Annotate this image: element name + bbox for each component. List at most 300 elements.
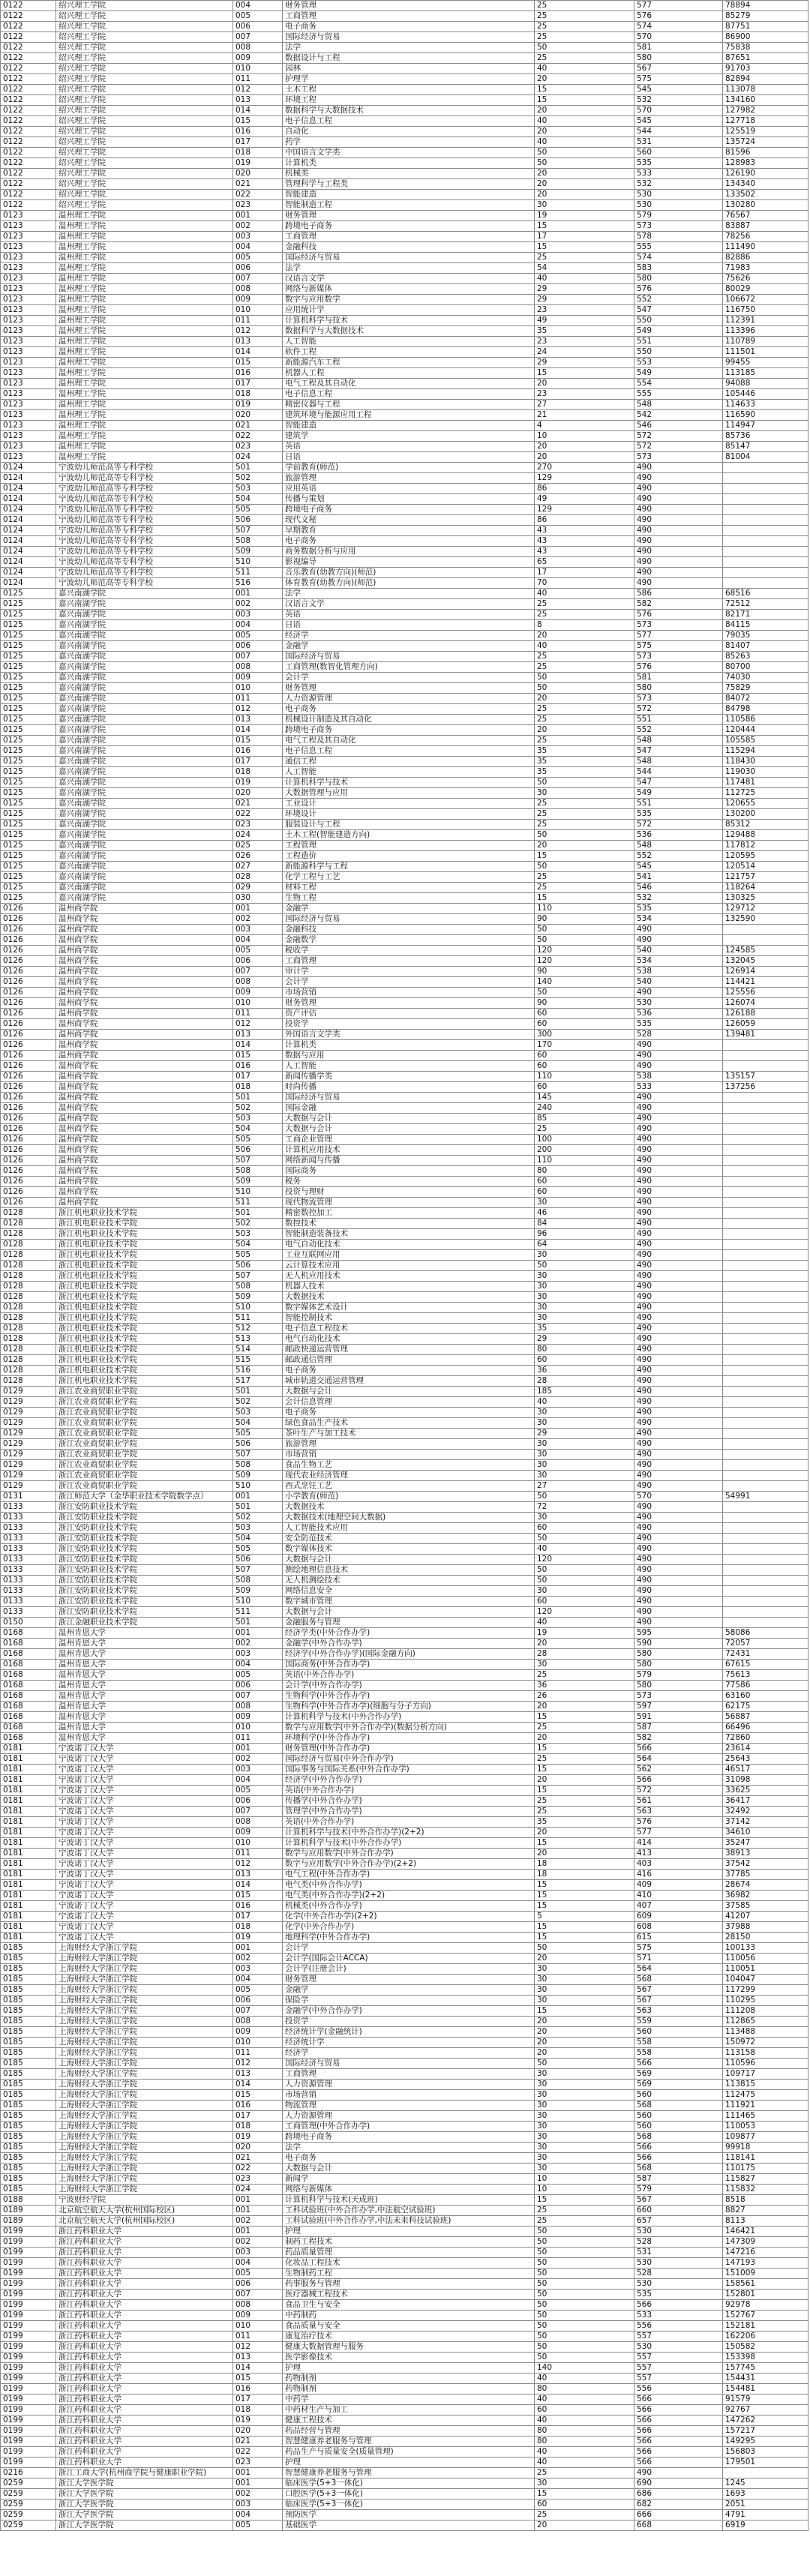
- school-code-cell: 0133: [1, 1502, 56, 1513]
- school-name-cell: 温州理工学院: [56, 400, 233, 410]
- major-name-cell: 工业设计: [283, 799, 535, 809]
- min-rank-cell: 66496: [723, 1723, 808, 1733]
- school-code-cell: 0125: [1, 757, 56, 767]
- school-name-cell: 温州商学院: [56, 1030, 233, 1040]
- major-code-cell: 011: [233, 1849, 283, 1859]
- min-rank-cell: [723, 1114, 808, 1124]
- major-code-cell: 002: [233, 2489, 283, 2500]
- school-name-cell: 绍兴理工学院: [56, 22, 233, 32]
- major-name-cell: 电气工程(中外合作办学): [283, 1870, 535, 1880]
- table-row: [1, 1187, 808, 1198]
- min-rank-cell: 91579: [723, 2395, 808, 2405]
- school-code-cell: 0259: [1, 2479, 56, 2489]
- major-name-cell: 经济学(中外合作办学): [283, 1775, 535, 1786]
- plan-count-cell: 15: [535, 1838, 634, 1849]
- major-code-cell: 014: [233, 347, 283, 358]
- major-name-cell: 智能建造: [283, 190, 535, 200]
- plan-count-cell: 28: [535, 1649, 634, 1660]
- min-score-cell: 556: [634, 2321, 723, 2332]
- major-code-cell: 012: [233, 1019, 283, 1030]
- table-row: [1, 725, 808, 736]
- plan-count-cell: 40: [535, 2458, 634, 2468]
- table-row: [1, 526, 808, 536]
- min-score-cell: 490: [634, 1565, 723, 1576]
- major-name-cell: 西式烹饪工艺: [283, 1481, 535, 1492]
- school-code-cell: 0259: [1, 2500, 56, 2510]
- major-name-cell: 音乐教育(幼教方向)(师范): [283, 568, 535, 578]
- school-name-cell: 浙江药科职业大学: [56, 2300, 233, 2311]
- plan-count-cell: 120: [535, 1607, 634, 1618]
- major-name-cell: 税收学: [283, 946, 535, 956]
- major-name-cell: 电子商务: [283, 704, 535, 715]
- school-code-cell: 0123: [1, 389, 56, 400]
- table-row: [1, 1450, 808, 1460]
- table-row: [1, 2395, 808, 2405]
- school-name-cell: 绍兴理工学院: [56, 74, 233, 85]
- min-rank-cell: 84798: [723, 704, 808, 715]
- major-name-cell: 法学: [283, 2143, 535, 2153]
- major-name-cell: 数控技术: [283, 1219, 535, 1229]
- major-code-cell: 022: [233, 2164, 283, 2174]
- plan-count-cell: 30: [535, 2143, 634, 2153]
- school-code-cell: 0125: [1, 788, 56, 799]
- school-code-cell: 0181: [1, 1870, 56, 1880]
- major-name-cell: 会计信息管理: [283, 1397, 535, 1408]
- table-row: [1, 1471, 808, 1481]
- school-code-cell: 0123: [1, 253, 56, 263]
- min-score-cell: 490: [634, 988, 723, 998]
- plan-count-cell: 80: [535, 1166, 634, 1177]
- school-name-cell: 宁波诺丁汉大学: [56, 1838, 233, 1849]
- table-row: [1, 1996, 808, 2006]
- min-rank-cell: 114947: [723, 421, 808, 431]
- major-name-cell: 大数据与会计: [283, 1114, 535, 1124]
- plan-count-cell: 20: [535, 179, 634, 190]
- major-code-cell: 021: [233, 799, 283, 809]
- min-score-cell: 490: [634, 1408, 723, 1418]
- school-code-cell: 0133: [1, 1513, 56, 1523]
- table-row: [1, 2017, 808, 2027]
- min-rank-cell: 4791: [723, 2510, 808, 2521]
- major-name-cell: 邮政通信管理: [283, 1355, 535, 1366]
- major-name-cell: 智慧健康养老服务与管理: [283, 2468, 535, 2479]
- major-code-cell: 506: [233, 1261, 283, 1271]
- min-score-cell: 575: [634, 641, 723, 652]
- min-score-cell: 568: [634, 2164, 723, 2174]
- plan-count-cell: 23: [535, 389, 634, 400]
- table-row: [1, 1229, 808, 1240]
- min-score-cell: 531: [634, 137, 723, 148]
- major-name-cell: 机器人技术: [283, 1282, 535, 1292]
- plan-count-cell: 50: [535, 2321, 634, 2332]
- school-name-cell: 宁波幼儿师范高等专科学校: [56, 505, 233, 515]
- min-score-cell: 490: [634, 1555, 723, 1565]
- major-name-cell: 金融科技: [283, 242, 535, 253]
- major-code-cell: 507: [233, 1565, 283, 1576]
- plan-count-cell: 86: [535, 484, 634, 494]
- table-row: [1, 2468, 808, 2479]
- table-row: [1, 1334, 808, 1345]
- table-row: [1, 1723, 808, 1733]
- school-code-cell: 0122: [1, 148, 56, 158]
- min-rank-cell: [723, 1040, 808, 1051]
- major-code-cell: 008: [233, 977, 283, 988]
- min-score-cell: 570: [634, 32, 723, 43]
- min-score-cell: 490: [634, 925, 723, 935]
- table-row: [1, 1513, 808, 1523]
- min-rank-cell: 82171: [723, 610, 808, 620]
- plan-count-cell: 27: [535, 1481, 634, 1492]
- table-row: [1, 316, 808, 326]
- plan-count-cell: 10: [535, 2174, 634, 2185]
- major-name-cell: 绿色食品生产技术: [283, 1418, 535, 1429]
- min-score-cell: 534: [634, 956, 723, 967]
- plan-count-cell: 30: [535, 1408, 634, 1418]
- table-row: [1, 221, 808, 232]
- min-rank-cell: 78894: [723, 1, 808, 11]
- major-code-cell: 004: [233, 242, 283, 253]
- min-score-cell: 560: [634, 2122, 723, 2132]
- major-name-cell: 智慧健康养老服务与管理: [283, 2437, 535, 2447]
- school-code-cell: 0126: [1, 946, 56, 956]
- school-name-cell: 上海财经大学浙江学院: [56, 2153, 233, 2164]
- plan-count-cell: 30: [535, 1996, 634, 2006]
- school-name-cell: 嘉兴南湖学院: [56, 683, 233, 694]
- major-code-cell: 006: [233, 263, 283, 274]
- min-score-cell: 574: [634, 22, 723, 32]
- major-code-cell: 020: [233, 2426, 283, 2437]
- min-rank-cell: [723, 1418, 808, 1429]
- min-score-cell: 569: [634, 2080, 723, 2090]
- school-name-cell: 温州商学院: [56, 946, 233, 956]
- major-name-cell: 计算机应用技术: [283, 1145, 535, 1156]
- table-row: [1, 263, 808, 274]
- min-score-cell: 668: [634, 2521, 723, 2531]
- min-score-cell: 547: [634, 305, 723, 316]
- table-row: [1, 1271, 808, 1282]
- school-code-cell: 0128: [1, 1250, 56, 1261]
- major-code-cell: 511: [233, 1607, 283, 1618]
- major-code-cell: 023: [233, 200, 283, 211]
- min-rank-cell: 115832: [723, 2185, 808, 2195]
- major-code-cell: 027: [233, 862, 283, 872]
- major-name-cell: 大数据与会计: [283, 1607, 535, 1618]
- school-name-cell: 宁波诺丁汉大学: [56, 1891, 233, 1901]
- table-row: [1, 421, 808, 431]
- table-row: [1, 1219, 808, 1229]
- min-score-cell: 690: [634, 2479, 723, 2489]
- major-name-cell: 食品生物工艺: [283, 1460, 535, 1471]
- min-score-cell: 534: [634, 914, 723, 925]
- school-code-cell: 0181: [1, 1828, 56, 1838]
- school-code-cell: 0124: [1, 505, 56, 515]
- school-name-cell: 浙江药科职业大学: [56, 2321, 233, 2332]
- plan-count-cell: 15: [535, 368, 634, 379]
- major-name-cell: 市场营销: [283, 1450, 535, 1460]
- major-name-cell: 会计学(注册会计): [283, 1964, 535, 1975]
- major-code-cell: 504: [233, 1240, 283, 1250]
- school-name-cell: 浙江农业商贸职业学院: [56, 1471, 233, 1481]
- min-rank-cell: [723, 473, 808, 484]
- major-code-cell: 005: [233, 11, 283, 22]
- min-rank-cell: 125519: [723, 127, 808, 137]
- major-name-cell: 金融学: [283, 1985, 535, 1996]
- major-code-cell: 006: [233, 641, 283, 652]
- plan-count-cell: 20: [535, 1733, 634, 1744]
- min-rank-cell: 85147: [723, 442, 808, 452]
- major-name-cell: 药品质量管理: [283, 2248, 535, 2258]
- major-code-cell: 003: [233, 1649, 283, 1660]
- school-code-cell: 0133: [1, 1544, 56, 1555]
- min-score-cell: 530: [634, 2258, 723, 2269]
- major-name-cell: 金融科技: [283, 925, 535, 935]
- major-code-cell: 003: [233, 232, 283, 242]
- major-code-cell: 022: [233, 809, 283, 820]
- table-row: [1, 1828, 808, 1838]
- major-code-cell: 016: [233, 2384, 283, 2395]
- table-row: [1, 935, 808, 946]
- table-row: [1, 757, 808, 767]
- plan-count-cell: 20: [535, 1849, 634, 1859]
- min-rank-cell: 134340: [723, 179, 808, 190]
- school-code-cell: 0181: [1, 1817, 56, 1828]
- school-code-cell: 0128: [1, 1376, 56, 1387]
- school-code-cell: 0122: [1, 11, 56, 22]
- plan-count-cell: 185: [535, 1387, 634, 1397]
- plan-count-cell: 30: [535, 1439, 634, 1450]
- plan-count-cell: 86: [535, 515, 634, 526]
- major-name-cell: 智能制造装备技术: [283, 1229, 535, 1240]
- major-name-cell: 传播学(中外合作办学): [283, 1796, 535, 1807]
- min-score-cell: 587: [634, 2174, 723, 2185]
- table-row: [1, 2206, 808, 2216]
- major-name-cell: 云计算技术应用: [283, 1261, 535, 1271]
- plan-count-cell: 20: [535, 1775, 634, 1786]
- table-row: [1, 977, 808, 988]
- min-rank-cell: 75838: [723, 43, 808, 53]
- school-code-cell: 0125: [1, 767, 56, 778]
- min-score-cell: 660: [634, 2206, 723, 2216]
- min-score-cell: 490: [634, 1040, 723, 1051]
- major-name-cell: 物流管理: [283, 2101, 535, 2111]
- school-code-cell: 0122: [1, 53, 56, 64]
- min-score-cell: 549: [634, 326, 723, 337]
- major-code-cell: 023: [233, 442, 283, 452]
- school-code-cell: 0129: [1, 1460, 56, 1471]
- school-name-cell: 浙江药科职业大学: [56, 2437, 233, 2447]
- major-code-cell: 512: [233, 1324, 283, 1334]
- school-code-cell: 0185: [1, 2069, 56, 2080]
- school-name-cell: 浙江药科职业大学: [56, 2227, 233, 2237]
- min-rank-cell: 137256: [723, 1082, 808, 1093]
- major-code-cell: 516: [233, 578, 283, 589]
- min-rank-cell: 32492: [723, 1807, 808, 1817]
- major-code-cell: 008: [233, 1702, 283, 1712]
- table-row: [1, 305, 808, 316]
- major-code-cell: 024: [233, 2185, 283, 2195]
- min-rank-cell: 74030: [723, 673, 808, 683]
- table-row: [1, 1124, 808, 1135]
- school-name-cell: 宁波诺丁汉大学: [56, 1901, 233, 1912]
- major-code-cell: 514: [233, 1345, 283, 1355]
- min-score-cell: 557: [634, 2332, 723, 2342]
- min-score-cell: 573: [634, 452, 723, 463]
- school-code-cell: 0133: [1, 1555, 56, 1565]
- major-name-cell: 数字媒体技术: [283, 1544, 535, 1555]
- school-code-cell: 0181: [1, 1891, 56, 1901]
- major-code-cell: 001: [233, 2468, 283, 2479]
- major-name-cell: 电子商务: [283, 2153, 535, 2164]
- table-row: [1, 946, 808, 956]
- major-name-cell: 地理科学(中外合作办学): [283, 1933, 535, 1943]
- school-name-cell: 嘉兴南湖学院: [56, 599, 233, 610]
- min-rank-cell: 118430: [723, 757, 808, 767]
- school-name-cell: 绍兴理工学院: [56, 85, 233, 95]
- table-row: [1, 1030, 808, 1040]
- table-row: [1, 1597, 808, 1607]
- min-score-cell: 540: [634, 977, 723, 988]
- major-name-cell: 税务: [283, 1177, 535, 1187]
- major-code-cell: 508: [233, 1166, 283, 1177]
- school-code-cell: 0125: [1, 620, 56, 631]
- school-name-cell: 浙江药科职业大学: [56, 2248, 233, 2258]
- major-name-cell: 人工智能技术应用: [283, 1523, 535, 1534]
- min-score-cell: 557: [634, 2363, 723, 2374]
- school-name-cell: 温州理工学院: [56, 421, 233, 431]
- major-name-cell: 生物工程: [283, 893, 535, 904]
- min-score-cell: 560: [634, 2111, 723, 2122]
- min-score-cell: 558: [634, 2038, 723, 2048]
- plan-count-cell: 50: [535, 1565, 634, 1576]
- major-name-cell: 大数据与会计: [283, 1555, 535, 1565]
- min-score-cell: 563: [634, 2006, 723, 2017]
- school-name-cell: 浙江机电职业技术学院: [56, 1324, 233, 1334]
- major-name-cell: 国际经济与贸易: [283, 914, 535, 925]
- plan-count-cell: 43: [535, 526, 634, 536]
- school-code-cell: 0125: [1, 841, 56, 851]
- min-score-cell: 490: [634, 1292, 723, 1303]
- min-rank-cell: 110789: [723, 337, 808, 347]
- table-row: [1, 53, 808, 64]
- school-code-cell: 0126: [1, 925, 56, 935]
- min-rank-cell: [723, 1345, 808, 1355]
- plan-count-cell: 40: [535, 1618, 634, 1628]
- plan-count-cell: 10: [535, 2185, 634, 2195]
- plan-count-cell: 15: [535, 2489, 634, 2500]
- min-rank-cell: 75626: [723, 274, 808, 284]
- major-name-cell: 食品卫生与安全: [283, 2300, 535, 2311]
- min-score-cell: 530: [634, 2279, 723, 2290]
- major-code-cell: 502: [233, 1103, 283, 1114]
- major-code-cell: 014: [233, 1040, 283, 1051]
- min-score-cell: 559: [634, 2017, 723, 2027]
- major-name-cell: 数字媒体艺术设计: [283, 1303, 535, 1313]
- school-name-cell: 浙江药科职业大学: [56, 2416, 233, 2426]
- school-name-cell: 浙江机电职业技术学院: [56, 1366, 233, 1376]
- min-rank-cell: 67615: [723, 1660, 808, 1670]
- plan-count-cell: 29: [535, 1334, 634, 1345]
- major-name-cell: 英语: [283, 442, 535, 452]
- plan-count-cell: 50: [535, 2227, 634, 2237]
- min-score-cell: 490: [634, 1544, 723, 1555]
- table-row: [1, 2258, 808, 2269]
- min-score-cell: 581: [634, 673, 723, 683]
- school-code-cell: 0133: [1, 1607, 56, 1618]
- major-name-cell: 中药制药: [283, 2311, 535, 2321]
- min-score-cell: 566: [634, 2426, 723, 2437]
- school-code-cell: 0181: [1, 1912, 56, 1922]
- school-code-cell: 0129: [1, 1387, 56, 1397]
- major-name-cell: 国际经济与贸易: [283, 1093, 535, 1103]
- school-code-cell: 0123: [1, 347, 56, 358]
- major-name-cell: 小学教育(师范): [283, 1492, 535, 1502]
- min-rank-cell: 37585: [723, 1901, 808, 1912]
- plan-count-cell: 15: [535, 1712, 634, 1723]
- min-rank-cell: 147262: [723, 2416, 808, 2426]
- major-name-cell: 化妆品工程技术: [283, 2258, 535, 2269]
- school-name-cell: 温州理工学院: [56, 263, 233, 274]
- major-code-cell: 002: [233, 599, 283, 610]
- major-name-cell: 化学(中外合作办学): [283, 1922, 535, 1933]
- min-rank-cell: [723, 1229, 808, 1240]
- major-code-cell: 016: [233, 1901, 283, 1912]
- school-name-cell: 浙江农业商贸职业学院: [56, 1408, 233, 1418]
- school-code-cell: 0128: [1, 1208, 56, 1219]
- major-name-cell: 体育教育(幼教方向)(师范): [283, 578, 535, 589]
- table-row: [1, 1082, 808, 1093]
- table-row: [1, 64, 808, 74]
- major-name-cell: 日语: [283, 452, 535, 463]
- table-row: [1, 2059, 808, 2069]
- min-rank-cell: 154431: [723, 2374, 808, 2384]
- school-code-cell: 0125: [1, 694, 56, 704]
- major-code-cell: 009: [233, 1828, 283, 1838]
- school-name-cell: 宁波诺丁汉大学: [56, 1786, 233, 1796]
- major-name-cell: 网络与新媒体: [283, 284, 535, 295]
- school-name-cell: 温州商学院: [56, 914, 233, 925]
- min-score-cell: 567: [634, 2195, 723, 2206]
- min-rank-cell: 113078: [723, 85, 808, 95]
- min-rank-cell: 127718: [723, 116, 808, 127]
- table-row: [1, 904, 808, 914]
- school-code-cell: 0125: [1, 641, 56, 652]
- min-score-cell: 586: [634, 589, 723, 599]
- major-code-cell: 001: [233, 2479, 283, 2489]
- school-code-cell: 0199: [1, 2311, 56, 2321]
- school-name-cell: 嘉兴南湖学院: [56, 662, 233, 673]
- table-row: [1, 2164, 808, 2174]
- min-rank-cell: 116590: [723, 410, 808, 421]
- school-code-cell: 0199: [1, 2447, 56, 2458]
- school-name-cell: 温州商学院: [56, 1114, 233, 1124]
- major-name-cell: 传播与策划: [283, 494, 535, 505]
- min-score-cell: 578: [634, 232, 723, 242]
- major-name-cell: 大数据与会计: [283, 1124, 535, 1135]
- min-score-cell: 490: [634, 1345, 723, 1355]
- major-code-cell: 012: [233, 704, 283, 715]
- min-score-cell: 551: [634, 715, 723, 725]
- table-row: [1, 1481, 808, 1492]
- school-code-cell: 0125: [1, 610, 56, 620]
- school-name-cell: 绍兴理工学院: [56, 190, 233, 200]
- plan-count-cell: 20: [535, 1639, 634, 1649]
- school-name-cell: 上海财经大学浙江学院: [56, 2038, 233, 2048]
- min-rank-cell: 111465: [723, 2111, 808, 2122]
- min-score-cell: 540: [634, 946, 723, 956]
- school-code-cell: 0125: [1, 862, 56, 872]
- major-code-cell: 018: [233, 2122, 283, 2132]
- school-code-cell: 0199: [1, 2237, 56, 2248]
